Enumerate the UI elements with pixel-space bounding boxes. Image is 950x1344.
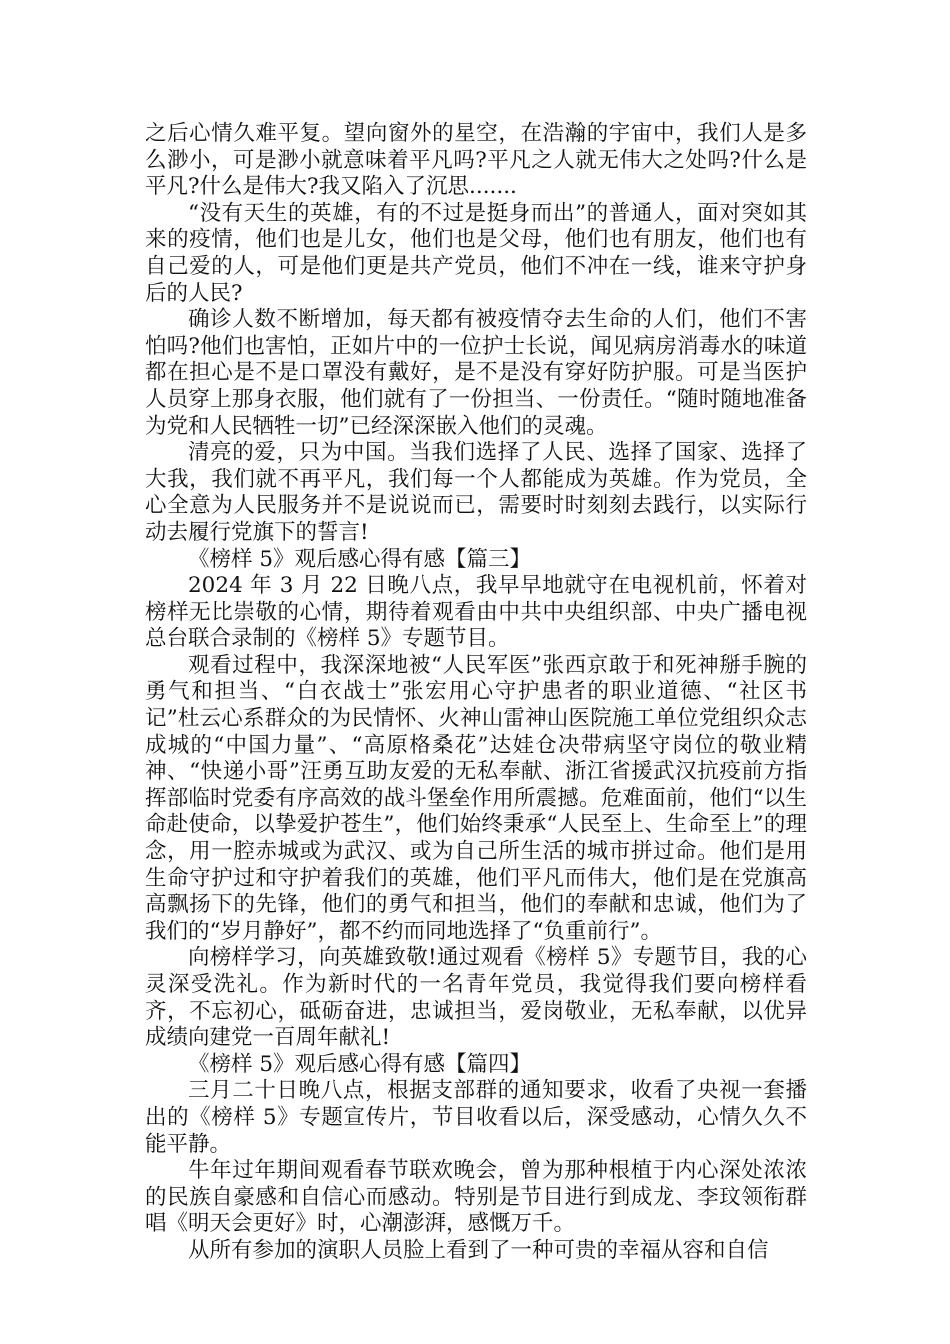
paragraph: 观看过程中，我深深地被“人民军医”张西京敢于和死神掰手腕的勇气和担当、“白衣战士”张宏用心守护患者的职业道德、“社区书记”杜云心系群众的为民情怀、火神山雷神山医院施工单位党组织众志成城的“中国力量”、“高原格桑花”达娃仓决带病坚守岗位的敬业精神、“快递小哥”汪勇互助友爱的无私奉献、浙江省援武汉抗疫前方指挥部临时党委有序高效的战斗堡垒作用所震撼。危难面前，他们“以生命赴使命，以挚爱护苍生”，他们始终秉承“人民至上、生命至上”的理念，用一腔赤城或为武汉、或为自己所生活的城市拼过命。他们是用生命守护过和守护着我们的英雄，他们平凡而伟大，他们是在党旗高高飘扬下的先锋，他们的勇气和担当，他们的奉献和忠诚，他们为了我们的“岁月静好”，都不约而同地选择了“负重前行”。 xyxy=(145,652,807,944)
paragraph: 清亮的爱，只为中国。当我们选择了人民、选择了国家、选择了大我，我们就不再平凡，我们每一个人都能成为英雄。作为党员，全心全意为人民服务并不是说说而已，需要时时刻刻去践行，以实际行动去履行党旗下的誓言! xyxy=(145,440,807,545)
paragraph: 从所有参加的演职人员脸上看到了一种可贵的幸福从容和自信 xyxy=(188,1237,769,1263)
paragraph: 2024 年 3 月 22 日晚八点，我早早地就守在电视机前，怀着对榜样无比崇敬的心情，期待着观看由中共中央组织部、中央广播电视总台联合录制的《榜样 5》专题节目。 xyxy=(145,573,807,652)
paragraph: 牛年过年期间观看春节联欢晚会，曾为那种根植于内心深处浓浓的民族自豪感和自信心而感动。特别是节目进行到成龙、李玟领衔群唱《明天会更好》时，心潮澎湃，感慨万千。 xyxy=(145,1158,807,1237)
document-page xyxy=(145,121,807,1265)
paragraph: 确诊人数不断增加，每天都有被疫情夺去生命的人们，他们不害怕吗?他们也害怕，正如片中的一位护士长说，闻见病房消毒水的味道都在担心是不是口罩没有戴好，是不是没有穿好防护服。可是当医护人员穿上那身衣服，他们就有了一份担当、一份责任。“随时随地准备为党和人民牺牲一切”已经深深嵌入他们的灵魂。 xyxy=(145,307,807,439)
section-heading: 《榜样 5》观后感心得有感【篇四】 xyxy=(188,1051,532,1077)
paragraph: 之后心情久难平复。望向窗外的星空，在浩瀚的宇宙中，我们人是多么渺小，可是渺小就意味着平凡吗?平凡之人就无伟大之处吗?什么是平凡?什么是伟大?我又陷入了沉思....... xyxy=(145,121,807,200)
paragraph: 三月二十日晚八点，根据支部群的通知要求，收看了央视一套播出的《榜样 5》专题宣传片，节目收看以后，深受感动，心情久久不能平静。 xyxy=(145,1078,807,1157)
section-heading: 《榜样 5》观后感心得有感【篇三】 xyxy=(188,546,532,572)
paragraph: 向榜样学习，向英雄致敬!通过观看《榜样 5》专题节目，我的心灵深受洗礼。作为新时代的一名青年党员，我觉得我们要向榜样看齐，不忘初心，砥砺奋进，忠诚担当，爱岗敬业，无私奉献，以优异成绩向建党一百周年献礼! xyxy=(145,945,807,1051)
paragraph: “没有天生的英雄，有的不过是挺身而出”的普通人，面对突如其来的疫情，他们也是儿女，他们也是父母，他们也有朋友，他们也有自己爱的人，可是他们更是共产党员，他们不冲在一线，谁来守护身后的人民? xyxy=(145,200,807,306)
